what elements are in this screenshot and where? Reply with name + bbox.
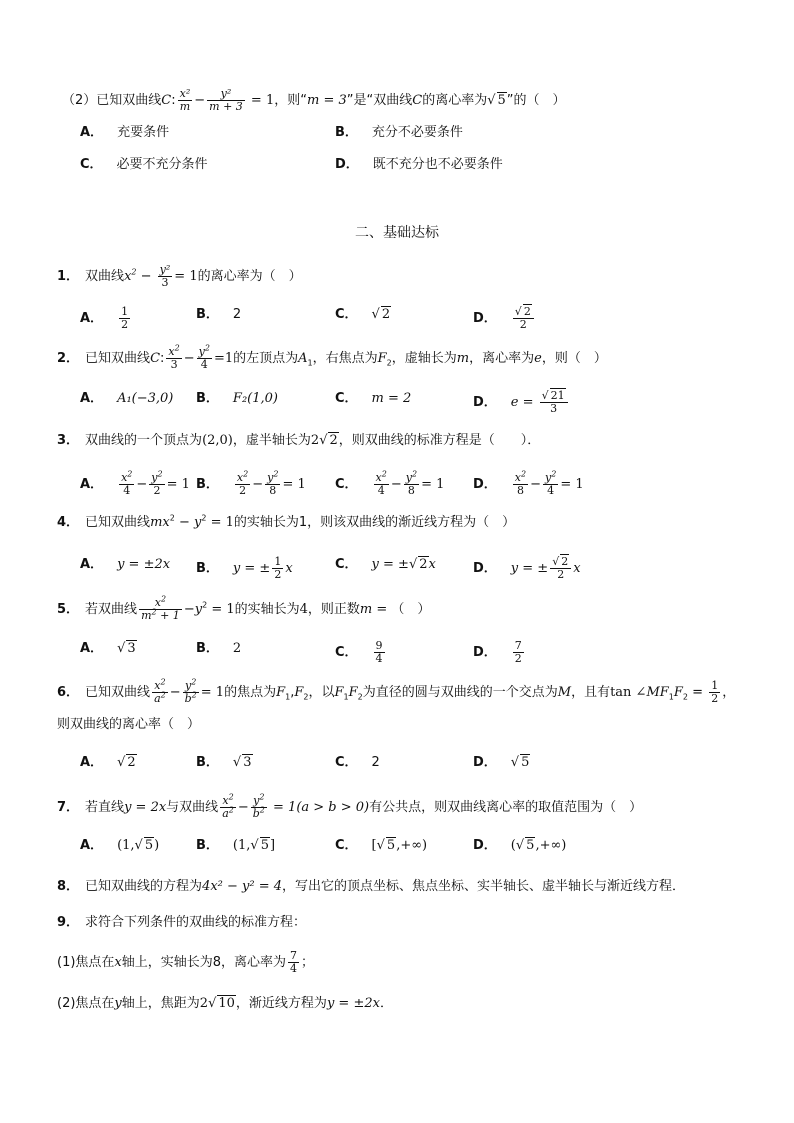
sqrt-5: 5 xyxy=(497,93,506,108)
q7-option-a[interactable]: A． (1,√ 5) xyxy=(80,838,160,853)
q3-option-a[interactable]: A． $\frac{x^2}{4}$ − $\frac{y^2}{2}$ = 1 xyxy=(80,469,190,497)
q6-option-b[interactable]: B． √ 3 xyxy=(196,755,252,770)
option-d[interactable]: D． 既不充分也不必要条件 xyxy=(335,157,503,172)
q6-option-a[interactable]: A． √ 2 xyxy=(80,755,136,770)
q5-option-b[interactable]: B． 2 xyxy=(196,641,242,656)
question-7: 7． 若直线y = 2x与双曲线 $\frac{x^2}{a^2}$ − $\frac{y^2}{b^2}$ = 1(a > b > 0)有公共点，则双曲线离心率的取值范围为（ ） xyxy=(57,792,643,820)
q-pre-prefix: （2）已知双曲线 xyxy=(62,93,162,108)
q1-option-b[interactable]: B． 2 xyxy=(196,307,242,322)
q2-option-b[interactable]: B． F₂(1,0) xyxy=(196,391,278,406)
frac-y2-over-m3: $\frac{\text{y²}}{m + 3}$ xyxy=(209,87,243,113)
q7-option-b[interactable]: B． (1,√ 5] xyxy=(196,838,276,853)
q-pre-ecc: 的离心率为 xyxy=(422,93,488,108)
question-pre-2: （2）已知双曲线C: $\frac{\text{x²}}{m}$ − $\frac{\text{y²}}{m + 3}$ = 1，则“m = 3”是“双曲线C的离心率为√ 5”的（ ） xyxy=(62,87,566,113)
question-8: 8． 已知双曲线的方程为4x² − y² = 4，写出它的顶点坐标、焦点坐标、实半轴长、虚半轴长与渐近线方程． xyxy=(57,879,686,894)
q3-option-b[interactable]: B． $\frac{x^2}{2}$ − $\frac{y^2}{8}$ = 1 xyxy=(196,469,306,497)
q-pre-suffix: ”的（ ） xyxy=(506,93,566,108)
q6-option-c[interactable]: C． 2 xyxy=(335,755,380,770)
q3-option-c[interactable]: C． $\frac{x^2}{4}$ − $\frac{y^2}{8}$ = 1 xyxy=(335,469,445,497)
question-2: 2． 已知双曲线C: $\frac{x^2}{3}$ − $\frac{y^2}{4}$ =1的左顶点为$A_1$，右焦点为$F_2$，虚轴长为m，离心率为e，则（ ） xyxy=(57,343,607,371)
frac-y2-over-3: $\frac{\text{y²}}{3}$ xyxy=(159,263,171,289)
question-9-part-2: (2)焦点在y轴上，焦距为2√ 10，渐近线方程为y = ±2x． xyxy=(57,996,393,1011)
option-c[interactable]: C． 必要不充分条件 xyxy=(80,157,208,172)
q4-option-c[interactable]: C． y = ±√ 2x xyxy=(335,557,436,572)
question-9-part-1: (1)焦点在x轴上，实轴长为8，离心率为 $\frac{7}{4}$ ； xyxy=(57,949,315,975)
question-1: 1． 双曲线$x^2$ − $\frac{\text{y²}}{3}$ = 1的离心率为（ ） xyxy=(57,263,302,289)
q4-option-d[interactable]: D． y = ± $\frac{√ 2}{2}$ x xyxy=(473,555,581,581)
q1-option-d[interactable]: D． $\frac{√ 2}{2}$ xyxy=(473,306,536,331)
question-3: 3． 双曲线的一个顶点为(2,0)，虚半轴长为2√ 2，则双曲线的标准方程是（ ）． xyxy=(57,433,541,448)
q-pre-quote: ”是“双曲线 xyxy=(346,93,413,108)
question-5: 5． 若双曲线 $\frac{x^2}{m^2 + 1}$ $-y^2 = 1$的实轴长为4，则正数m = （ ） xyxy=(57,594,431,622)
question-4: 4． 已知双曲线$mx^2 - y^2 = 1$的实轴长为1，则该双曲线的渐近线方程为（ ） xyxy=(57,513,516,530)
q4-option-a[interactable]: A． y = ±2x xyxy=(80,557,171,572)
curve-c-2: C xyxy=(412,93,423,108)
question-6: 6． 已知双曲线 $\frac{x^2}{a^2}$ − $\frac{y^2}{b^2}$ = 1的焦点为$F_1,F_2$，以$F_1F_2$为直径的圆与双曲线的一个交点为M，且有$\tan \angle MF_1F_2$ = $\frac{1}{2}$ ， xyxy=(57,677,736,705)
q7-option-c[interactable]: C． [√ 5,+∞) xyxy=(335,838,428,853)
q2-option-d[interactable]: D． e = $\frac{√ 21}{3}$ xyxy=(473,390,570,415)
m-condition: m = 3 xyxy=(306,93,347,108)
q4-option-b[interactable]: B． y = ± $\frac{1}{2}$ x xyxy=(196,555,293,581)
q-pre-mid: ，则“ xyxy=(274,93,307,108)
q7-option-d[interactable]: D． (√ 5,+∞) xyxy=(473,838,567,853)
frac-x2-over-m: $\frac{\text{x²}}{m}$ xyxy=(179,87,191,113)
question-9: 9． 求符合下列条件的双曲线的标准方程： xyxy=(57,915,307,930)
q5-option-c[interactable]: C． $\frac{9}{4}$ xyxy=(335,639,383,665)
q6-option-d[interactable]: D． √ 5 xyxy=(473,755,530,770)
q5-option-a[interactable]: A． √ 3 xyxy=(80,641,136,656)
q3-option-d[interactable]: D． $\frac{x^2}{8}$ − $\frac{y^2}{4}$ = 1 xyxy=(473,469,584,497)
colon: : xyxy=(171,93,176,108)
q2-option-c[interactable]: C． m = 2 xyxy=(335,391,412,406)
q1-option-c[interactable]: C． √ 2 xyxy=(335,307,391,322)
q5-option-d[interactable]: D． $\frac{7}{2}$ xyxy=(473,639,522,665)
option-a[interactable]: A． 充要条件 xyxy=(80,125,170,140)
section-title: 二、基础达标 xyxy=(355,225,439,241)
q1-option-a[interactable]: A． $\frac{1}{2}$ xyxy=(80,305,129,331)
eq-rhs: = 1 xyxy=(246,93,275,108)
option-b[interactable]: B． 充分不必要条件 xyxy=(335,125,463,140)
curve-c: C xyxy=(161,93,172,108)
question-6-line2: 则双曲线的离心率（ ） xyxy=(57,717,201,732)
q2-option-a[interactable]: A． A₁(−3,0) xyxy=(80,391,174,406)
